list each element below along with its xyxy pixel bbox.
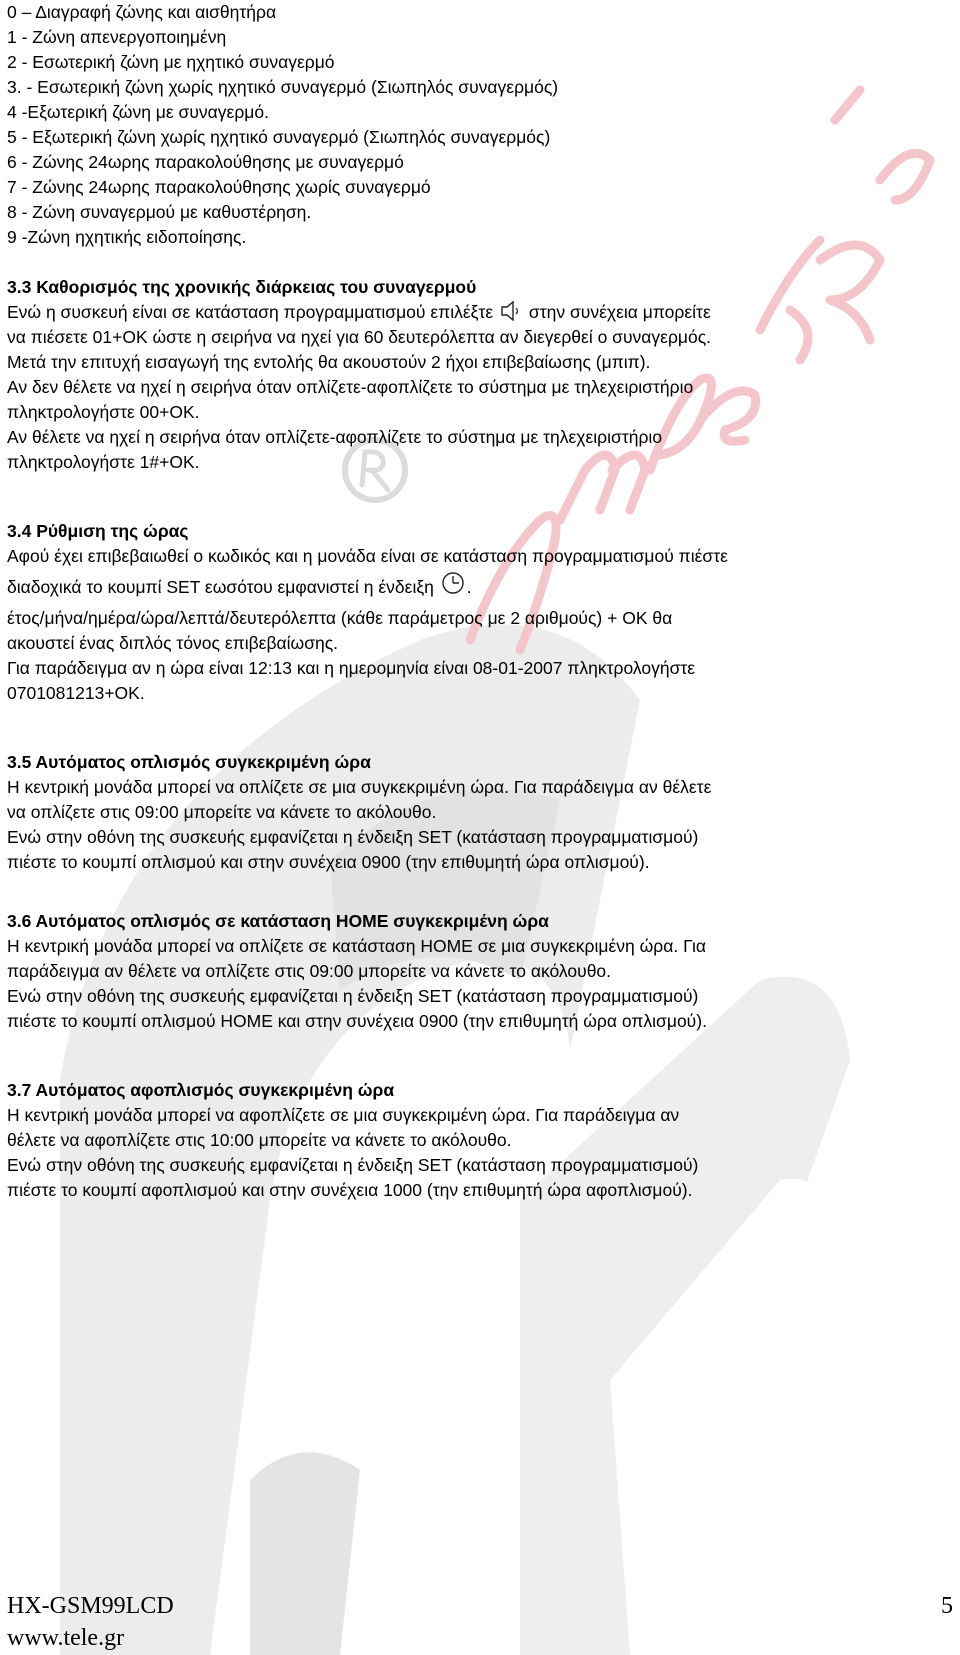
section-heading: 3.6 Αυτόματος οπλισμός σε κατάσταση HOME συγκεκριμένη ώρα: [7, 911, 549, 931]
zone-item: 0 – Διαγραφή ζώνης και αισθητήρα: [7, 2, 277, 22]
section-heading: 3.7 Αυτόματος αφοπλισμός συγκεκριμένη ώρα: [7, 1080, 395, 1100]
zone-item: 4 -Εξωτερική ζώνη με συναγερμό.: [7, 102, 269, 122]
zone-item: 5 - Εξωτερική ζώνη χωρίς ηχητικό συναγερμό (Σιωπηλός συναγερμός): [7, 127, 551, 147]
paragraph-line: Η κεντρική μονάδα μπορεί να αφοπλίζετε σε μια συγκεκριμένη ώρα. Για παράδειγμα αν: [7, 1105, 680, 1125]
section-heading: 3.5 Αυτόματος οπλισμός συγκεκριμένη ώρα: [7, 752, 371, 772]
paragraph-line: [7, 300, 947, 325]
paragraph-line: πιέστε το κουμπί αφοπλισμού και στην συνέχεια 1000 (την επιθυμητή ώρα αφοπλισμού).: [7, 1180, 693, 1200]
zone-item: 8 - Ζώνη συναγερμού με καθυστέρηση.: [7, 202, 312, 222]
text-fragment: .: [466, 577, 472, 597]
paragraph-line: Αν θέλετε να ηχεί η σειρήνα όταν οπλίζετε-αφοπλίζετε το σύστημα με τηλεχειριστήριο: [7, 427, 663, 447]
paragraph-line: έτος/μήνα/ημέρα/ώρα/λεπτά/δευτερόλεπτα (κάθε παράμετρος με 2 αριθμούς) + ΟΚ θα: [7, 608, 673, 628]
zone-item: 9 -Ζώνη ηχητικής ειδοποίησης.: [7, 227, 247, 247]
section-3-3: [7, 275, 947, 475]
paragraph-line: θέλετε να αφοπλίζετε στις 10:00 μπορείτε να κάνετε το ακόλουθο.: [7, 1130, 512, 1150]
clock-icon: [439, 571, 467, 610]
section-heading: 3.4 Ρύθμιση της ώρας: [7, 521, 189, 541]
paragraph-line: ακουστεί ένας διπλός τόνος επιβεβαίωσης.: [7, 633, 339, 653]
paragraph-line: Ενώ στην οθόνη της συσκευής εμφανίζεται η ένδειξη SET (κατάσταση προγραμματισμού): [7, 827, 699, 847]
page-number: 5: [941, 1593, 953, 1619]
paragraph-line: Ενώ στην οθόνη της συσκευής εμφανίζεται η ένδειξη SET (κατάσταση προγραμματισμού): [7, 1155, 699, 1175]
paragraph-line: να πιέσετε 01+ΟΚ ώστε η σειρήνα να ηχεί για 60 δευτερόλεπτα αν διεγερθεί ο συναγερμός.: [7, 327, 712, 347]
paragraph-line: να οπλίζετε στις 09:00 μπορείτε να κάνετε το ακόλουθο.: [7, 802, 437, 822]
section-3-5: [7, 750, 947, 875]
section-3-4: [7, 519, 947, 706]
paragraph-line: Μετά την επιτυχή εισαγωγή της εντολής θα ακουστούν 2 ήχοι επιβεβαίωσης (μπιπ).: [7, 352, 651, 372]
paragraph-line: παράδειγμα αν θέλετε να οπλίζετε στις 09:00 μπορείτε να κάνετε το ακόλουθο.: [7, 961, 612, 981]
paragraph-line: 0701081213+OK.: [7, 683, 145, 703]
footer-model: HX-GSM99LCD: [7, 1593, 174, 1619]
page-footer: [7, 1590, 953, 1654]
paragraph-line: Για παράδειγμα αν η ώρα είναι 12:13 και η ημερομηνία είναι 08-01-2007 πληκτρολογήστε: [7, 658, 696, 678]
footer-website: www.tele.gr: [7, 1625, 125, 1651]
zone-item: 2 - Εσωτερική ζώνη με ηχητικό συναγερμό: [7, 52, 335, 72]
text-fragment: στην συνέχεια μπορείτε: [524, 302, 711, 322]
zone-item: 6 - Ζώνης 24ωρης παρακολούθησης με συναγερμό: [7, 152, 404, 172]
paragraph-line: Αν δεν θέλετε να ηχεί η σειρήνα όταν οπλίζετε-αφοπλίζετε το σύστημα με τηλεχειριστήριο: [7, 377, 694, 397]
zone-item: 3. - Εσωτερική ζώνη χωρίς ηχητικό συναγερμό (Σιωπηλός συναγερμός): [7, 77, 559, 97]
paragraph-line: Αφού έχει επιβεβαιωθεί ο κωδικός και η μονάδα είναι σε κατάσταση προγραμματισμού πιέστε: [7, 546, 728, 566]
paragraph-line: Η κεντρική μονάδα μπορεί να οπλίζετε σε κατάσταση HOME σε μια συγκεκριμένη ώρα. Για: [7, 936, 706, 956]
paragraph-line: πιέστε το κουμπί οπλισμού και στην συνέχεια 0900 (την επιθυμητή ώρα οπλισμού).: [7, 852, 650, 872]
paragraph-line: [7, 569, 947, 606]
paragraph-line: πιέστε το κουμπί οπλισμού HOME και στην συνέχεια 0900 (την επιθυμητή ώρα οπλισμού).: [7, 1011, 707, 1031]
paragraph-line: πληκτρολογήστε 1#+ΟΚ.: [7, 452, 200, 472]
paragraph-line: Ενώ στην οθόνη της συσκευής εμφανίζεται η ένδειξη SET (κατάσταση προγραμματισμού): [7, 986, 699, 1006]
zone-item: 7 - Ζώνης 24ωρης παρακολούθησης χωρίς συναγερμό: [7, 177, 431, 197]
section-heading: 3.3 Καθορισμός της χρονικής διάρκειας του συναγερμού: [7, 277, 477, 297]
zone-list: [7, 0, 947, 250]
paragraph-line: πληκτρολογήστε 00+ΟΚ.: [7, 402, 200, 422]
section-3-6: [7, 909, 947, 1034]
text-fragment: διαδοχικά το κουμπί SET εωσότου εμφανιστεί η ένδειξη: [7, 577, 439, 597]
paragraph-line: Η κεντρική μονάδα μπορεί να οπλίζετε σε μια συγκεκριμένη ώρα. Για παράδειγμα αν θέλετε: [7, 777, 712, 797]
section-3-7: [7, 1078, 947, 1203]
zone-item: 1 - Ζώνη απενεργοποιημένη: [7, 27, 227, 47]
text-fragment: Ενώ η συσκευή είναι σε κατάσταση προγραμματισμού επιλέξτε: [7, 302, 499, 322]
document-body: [7, 0, 947, 1203]
